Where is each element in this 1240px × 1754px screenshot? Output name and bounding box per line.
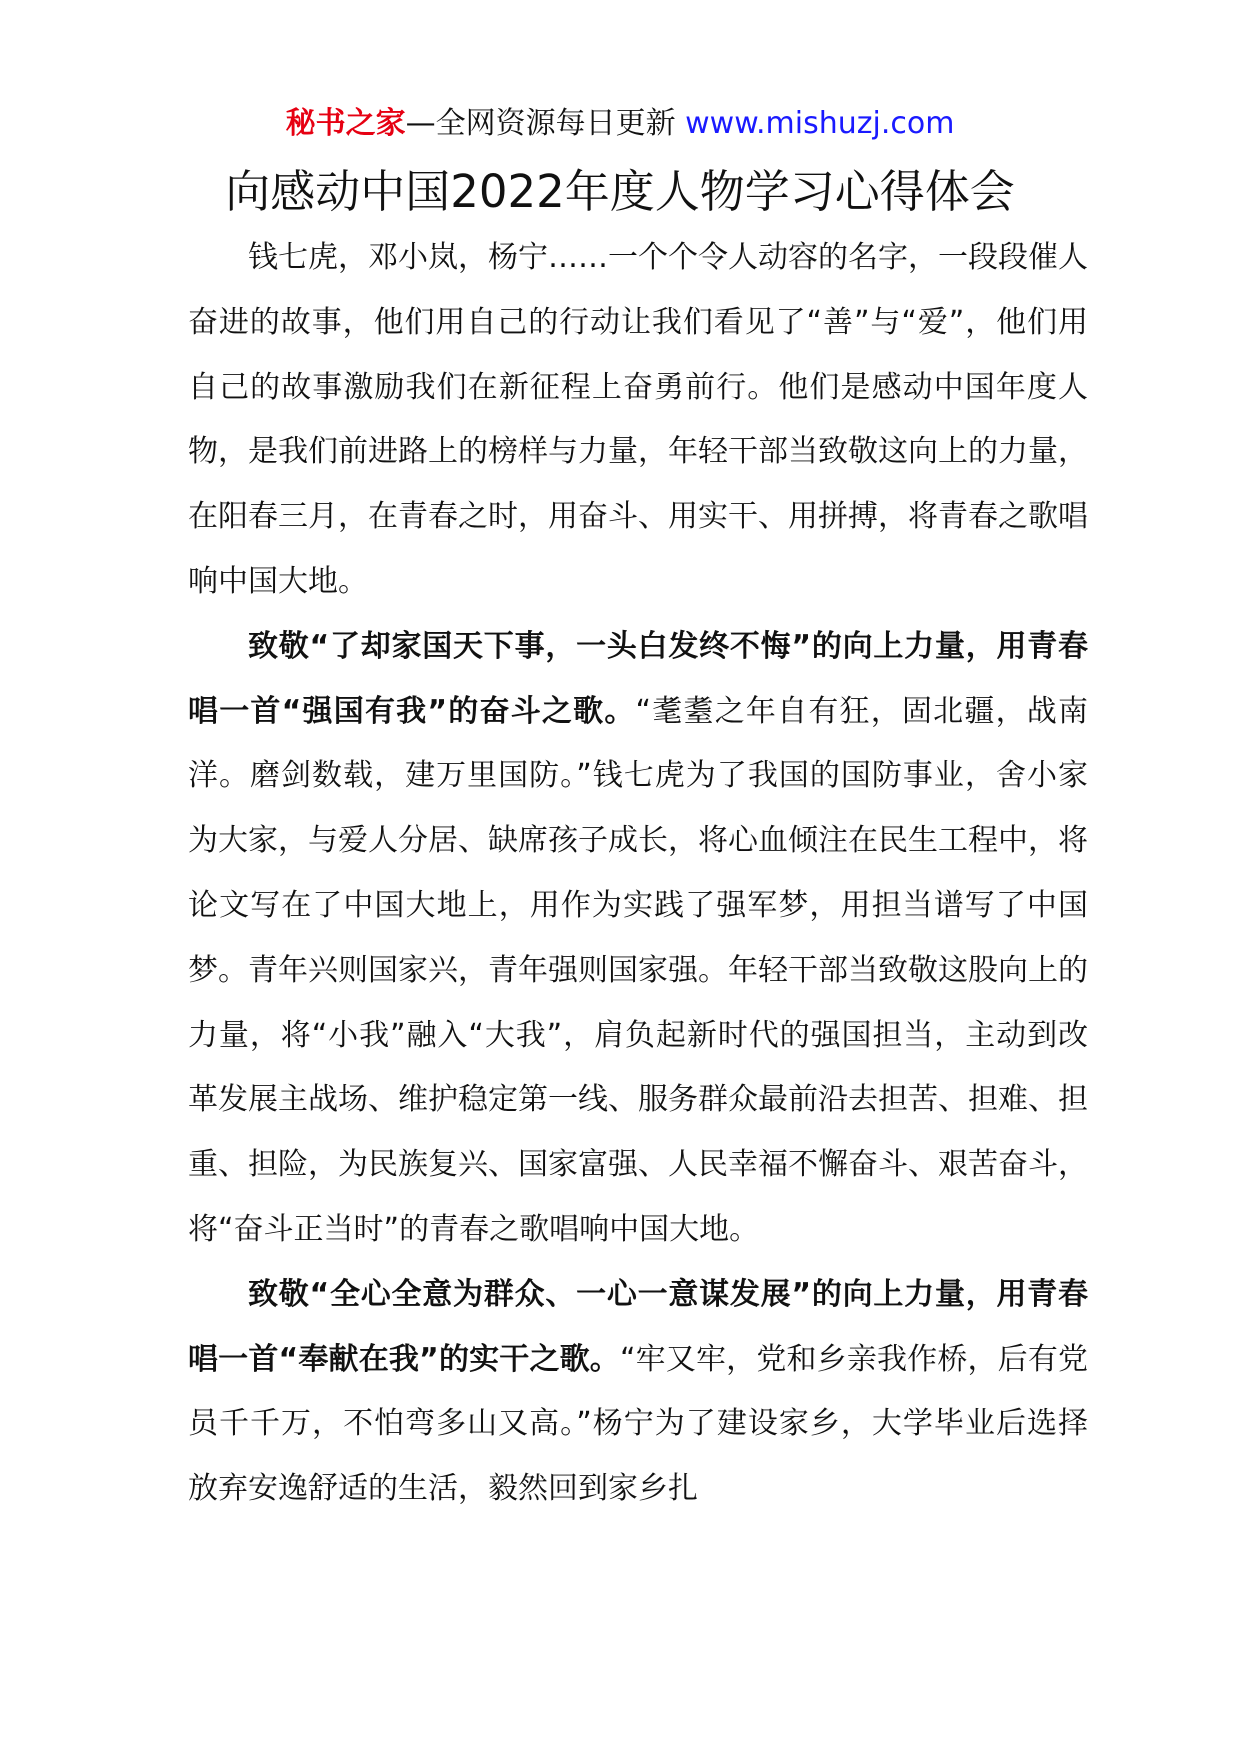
site-header [0,104,1240,144]
site-url-link[interactable]: www.mishuzj.com [685,106,955,141]
paragraph-3 [188,1263,1088,1522]
paragraph-2-heading: 致敬“了却家国天下事，一头白发终不悔”的向上力量，用青春唱一首“强国有我”的奋斗之歌。 [188,628,1088,729]
paragraph-2 [188,615,1088,1263]
paragraph-3-text: “牢又牢，党和乡亲我作桥，后有党员千千万，不怕弯多山又高。”杨宁为了建设家乡，大学毕业后选择放弃安逸舒适的生活，毅然回到家乡扎 [188,1341,1089,1507]
paragraph-3-heading: 致敬“全心全意为群众、一心一意谋发展”的向上力量，用青春唱一首“奉献在我”的实干之歌。 [188,1276,1088,1377]
document-body [188,226,1088,1522]
header-tagline: —全网资源每日更新 [405,106,686,141]
paragraph-1 [188,226,1088,615]
brand-name: 秘书之家 [285,106,406,141]
paragraph-1-text: 钱七虎，邓小岚，杨宁……一个个令人动容的名字，一段段催人奋进的故事，他们用自己的行动让我们看见了“善”与“爱”，他们用自己的故事激励我们在新征程上奋勇前行。他们是感动中国年度人物，是我们前进路上的榜样与力量，年轻干部当致敬这向上的力量，在阳春三月，在青春之时，用奋斗、用实干、用拼搏，将青春之歌唱响中国大地。 [188,240,1088,599]
document-title: 向感动中国2022年度人物学习心得体会 [225,165,1015,218]
paragraph-2-text: “耄耋之年自有狂，固北疆，战南洋。磨剑数载，建万里国防。”钱七虎为了我国的国防事业，舍小家为大家，与爱人分居、缺席孩子成长，将心血倾注在民生工程中，将论文写在了中国大地上，用作为实践了强军梦，用担当谱写了中国梦。青年兴则国家兴，青年强则国家强。年轻干部当致敬这股向上的力量，将“小我”融入“大我”，肩负起新时代的强国担当，主动到改革发展主战场、维护稳定第一线、服务群众最前沿去担苦、担难、担重、担险，为民族复兴、国家富强、人民幸福不懈奋斗、艰苦奋斗，将“奋斗正当时”的青春之歌唱响中国大地。 [188,693,1088,1247]
